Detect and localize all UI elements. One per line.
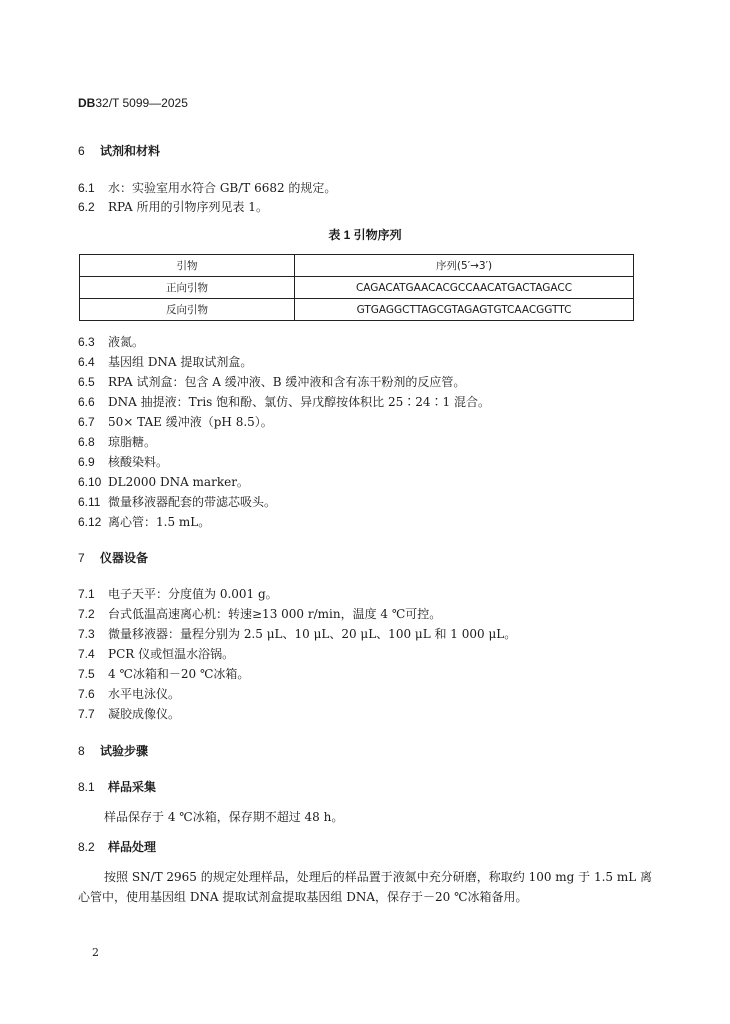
paragraph-line: 心管中，使用基因组 DNA 提取试剂盒提取基因组 DNA，保存于－20 ℃冰箱备用。	[78, 890, 528, 904]
item-number: 6.10	[78, 475, 102, 489]
item-number: 7.4	[78, 647, 95, 661]
item-text: DL2000 DNA marker。	[108, 475, 249, 489]
subsection-8-2-heading	[78, 838, 156, 855]
list-item	[78, 393, 490, 410]
item-text: 微量移液器配套的带滤芯吸头。	[108, 495, 277, 509]
item-number: 6.5	[78, 375, 95, 389]
item-text: 水平电泳仪。	[108, 687, 181, 701]
list-item	[78, 353, 252, 370]
list-item	[78, 413, 273, 430]
item-text: 基因组 DNA 提取试剂盒。	[108, 355, 253, 369]
item-text: 凝胶成像仪。	[108, 707, 181, 721]
item-text: 离心管：1.5 mL。	[108, 515, 211, 529]
list-item	[78, 179, 336, 196]
standard-prefix: DB	[78, 96, 96, 110]
section-title: 仪器设备	[100, 551, 149, 565]
item-text: 液氮。	[108, 335, 145, 349]
item-number: 7.2	[78, 607, 95, 621]
section-number: 7	[78, 551, 85, 565]
table-cell: CAGACATGAACACGCCAACATGACTAGACC	[295, 277, 634, 299]
section-8-heading	[78, 742, 148, 759]
section-7-heading	[78, 549, 148, 566]
item-text: 琼脂糖。	[108, 435, 157, 449]
list-item	[78, 453, 168, 470]
item-number: 7.1	[78, 587, 95, 601]
list-item	[78, 585, 278, 602]
table-cell: 反向引物	[80, 299, 295, 321]
table-header-cell: 引物	[80, 255, 295, 277]
item-text: RPA 试剂盒：包含 A 缓冲液、B 缓冲液和含有冻干粉剂的反应管。	[108, 375, 466, 389]
subsection-8-1-heading	[78, 778, 156, 795]
list-item	[78, 625, 516, 642]
item-number: 7.6	[78, 687, 95, 701]
subsection-number: 8.2	[78, 840, 95, 854]
item-text: 微量移液器：量程分别为 2.5 μL、10 μL、20 μL、100 μL 和 1 000 μL。	[108, 627, 517, 641]
section-6-heading	[78, 142, 160, 159]
item-number: 7.7	[78, 707, 95, 721]
subsection-title: 样品采集	[108, 780, 157, 794]
item-number: 6.9	[78, 455, 95, 469]
item-text: 电子天平：分度值为 0.001 g。	[108, 587, 278, 601]
list-item	[78, 705, 180, 722]
item-text: DNA 抽提液：Tris 饱和酚、氯仿、异戊醇按体积比 25∶24∶1 混合。	[108, 395, 490, 409]
item-number: 6.11	[78, 495, 101, 509]
list-item	[78, 645, 234, 662]
section-number: 6	[78, 144, 85, 158]
section-number: 8	[78, 744, 85, 758]
item-number: 6.12	[78, 515, 102, 529]
item-text: 核酸染料。	[108, 455, 169, 469]
list-item	[78, 198, 268, 215]
table-cell: 正向引物	[80, 277, 295, 299]
list-item	[78, 373, 465, 390]
table-header-row	[80, 255, 634, 277]
page-number: 2	[92, 946, 99, 959]
list-item	[78, 513, 210, 530]
list-item	[78, 433, 156, 450]
standard-header	[78, 96, 188, 110]
item-text: 4 ℃冰箱和－20 ℃冰箱。	[108, 667, 250, 681]
item-text: 水：实验室用水符合 GB/T 6682 的规定。	[108, 181, 337, 195]
list-item	[78, 665, 249, 682]
section-title: 试剂和材料	[100, 144, 161, 158]
item-text: PCR 仪或恒温水浴锅。	[108, 647, 235, 661]
item-number: 6.8	[78, 435, 95, 449]
table-row	[80, 277, 634, 299]
subsection-title: 样品处理	[108, 840, 157, 854]
item-number: 7.3	[78, 627, 95, 641]
primer-table	[79, 254, 634, 321]
item-text: 50× TAE 缓冲液（pH 8.5）。	[108, 415, 273, 429]
standard-code: 32/T 5099—2025	[95, 96, 188, 110]
subsection-number: 8.1	[78, 780, 95, 794]
table-cell: GTGAGGCTTAGCGTAGAGTGTCAACGGTTC	[295, 299, 634, 321]
table-header-cell: 序列(5′→3′)	[295, 255, 634, 277]
paragraph-line: 按照 SN/T 2965 的规定处理样品，处理后的样品置于液氮中充分研磨，称取约 100 mg 于 1.5 mL 离	[104, 870, 653, 884]
list-item	[78, 493, 276, 510]
item-text: RPA 所用的引物序列见表 1。	[108, 200, 268, 214]
item-number: 6.4	[78, 355, 95, 369]
list-item	[78, 685, 180, 702]
table-row	[80, 299, 634, 321]
paragraph: 样品保存于 4 ℃冰箱，保存期不超过 48 h。	[104, 810, 344, 824]
item-text: 台式低温高速离心机：转速≥13 000 r/min，温度 4 ℃可控。	[108, 607, 442, 621]
list-item	[78, 605, 441, 622]
item-number: 6.1	[78, 181, 95, 195]
item-number: 7.5	[78, 667, 95, 681]
item-number: 6.7	[78, 415, 95, 429]
list-item	[78, 473, 249, 490]
table-caption: 表 1 引物序列	[328, 228, 402, 242]
item-number: 6.3	[78, 335, 95, 349]
section-title: 试验步骤	[100, 744, 149, 758]
item-number: 6.2	[78, 200, 95, 214]
list-item	[78, 333, 144, 350]
item-number: 6.6	[78, 395, 95, 409]
